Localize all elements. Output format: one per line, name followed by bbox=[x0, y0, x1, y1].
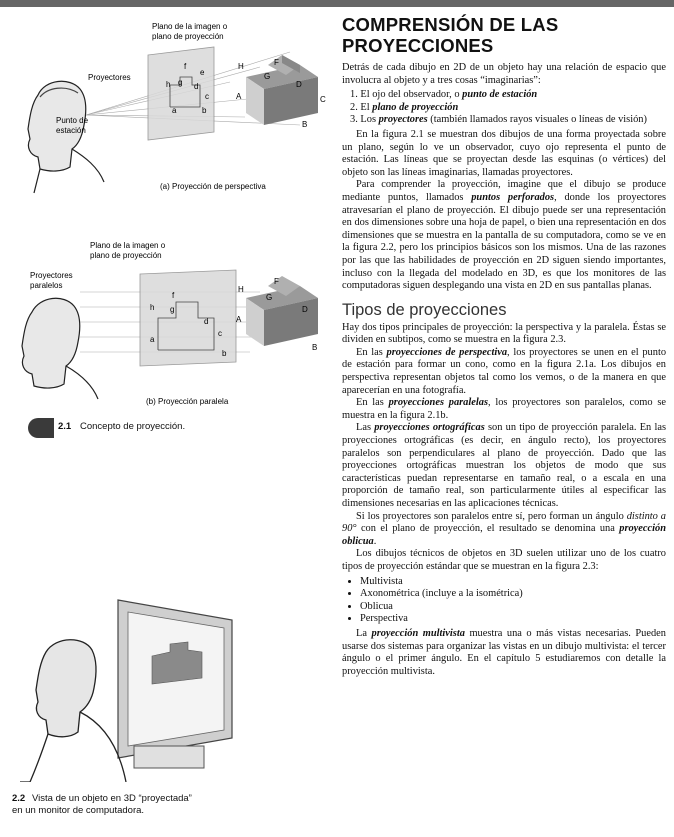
svg-text:f: f bbox=[172, 291, 175, 300]
svg-text:B: B bbox=[312, 343, 318, 352]
svg-text:C: C bbox=[320, 95, 326, 104]
person-icon bbox=[20, 640, 126, 782]
svg-text:b: b bbox=[202, 106, 207, 115]
svg-text:F: F bbox=[274, 58, 279, 67]
svg-text:a: a bbox=[172, 106, 177, 115]
list-item: • Multivista bbox=[360, 576, 666, 589]
svg-text:a: a bbox=[150, 335, 155, 344]
svg-text:B: B bbox=[302, 120, 308, 129]
list-item: • Axonométrica (incluye a la isométrica) bbox=[360, 588, 666, 601]
label-projectors-b-line2: paralelos bbox=[30, 281, 63, 290]
svg-text:D: D bbox=[296, 80, 302, 89]
svg-text:e: e bbox=[200, 68, 205, 77]
svg-text:d: d bbox=[194, 82, 199, 91]
projection-types-list bbox=[342, 576, 666, 626]
label-projectors: Proyectores bbox=[88, 73, 131, 82]
svg-text:g: g bbox=[178, 78, 183, 87]
figure-2-2-caption-line2: en un monitor de computadora. bbox=[12, 805, 145, 816]
paragraph-oblique: Si los proyectores son paralelos entre sí, pero forman un ángulo distinto a 90° con el plano de proyección, el resultado se denomina una proyección oblicua. bbox=[342, 510, 666, 547]
figure-2-1-caption: Concepto de proyección. bbox=[80, 421, 186, 432]
svg-text:h: h bbox=[150, 303, 155, 312]
svg-text:h: h bbox=[166, 80, 171, 89]
svg-text:H: H bbox=[238, 62, 244, 71]
monitor-icon bbox=[118, 600, 232, 768]
list-item: 1. El ojo del observador, o punto de estación bbox=[350, 89, 538, 101]
svg-text:f: f bbox=[184, 62, 187, 71]
figure-column bbox=[0, 7, 330, 837]
figure-2-2-monitor bbox=[0, 592, 330, 782]
svg-text:b: b bbox=[222, 349, 227, 358]
svg-text:D: D bbox=[302, 305, 308, 314]
caption-a: (a) Proyección de perspectiva bbox=[160, 182, 266, 191]
list-item: 2. El plano de proyección bbox=[350, 101, 459, 113]
paragraph-types: Hay dos tipos principales de proyección: la perspectiva y la paralela. Éstas se dividen en subtipos, como se muestra en la figura 2.3. bbox=[342, 321, 666, 346]
paragraph-parallel: En las proyecciones paralelas, los proyectores son paralelos, como se muestra en la figura 2.1b. bbox=[342, 397, 666, 421]
paragraph-standard-types: Los dibujos técnicos de objetos en 3D suelen utilizar uno de los cuatro tipos de proyección estándar que se muestran en la figura 2.3: bbox=[342, 548, 666, 572]
observer-head-icon bbox=[28, 81, 104, 193]
text-column bbox=[342, 14, 666, 678]
figure-2-1-number: 2.1 bbox=[58, 421, 72, 432]
svg-text:c: c bbox=[218, 329, 222, 338]
svg-text:G: G bbox=[266, 293, 273, 302]
svg-text:g: g bbox=[170, 305, 175, 314]
svg-text:d: d bbox=[204, 317, 209, 326]
label-plane-line2: plano de proyección bbox=[152, 32, 224, 41]
svg-text:F: F bbox=[274, 277, 279, 286]
observer-head-icon-b bbox=[22, 298, 98, 399]
paragraph-multiview: La proyección multivista muestra una o más vistas necesarias. Pueden usarse dos sistemas para organizar las vistas en un dibujo multivista: el tercer ángulo o el primer ángulo. En el capítulo 5 estudiaremos con detalle la proyección multivista. bbox=[342, 627, 666, 677]
page-title: COMPRENSIÓN DE LAS PROYECCIONES bbox=[342, 14, 559, 56]
paragraph-orthographic: Las proyecciones ortográficas son un tipo de proyección paralela. En las proyecciones ortográficas (es decir, en ángulo recto), los proyectores paralelos son perpendiculares al plano de proyección. Dado que las proyecciones ortográficas muestran los objetos de modo que sus características puedan representarse en tamaño real, o a escala en una proporción de tamaño real, son particularmente útiles al especificar las dimensiones necesarias en las aplicaciones técnicas. bbox=[342, 422, 667, 509]
svg-text:c: c bbox=[205, 92, 209, 101]
label-station-line1: Punto de bbox=[56, 116, 89, 125]
svg-text:G: G bbox=[264, 72, 271, 81]
figure-2-2-number: 2.2 bbox=[12, 793, 26, 804]
label-plane-line1: Plano de la imagen o bbox=[152, 22, 228, 31]
figure-2-1b-parallel bbox=[0, 232, 330, 412]
section-heading: Tipos de proyecciones bbox=[342, 300, 507, 319]
figure-2-2-caption-line1: Vista de un objeto en 3D “proyectada” bbox=[32, 793, 192, 804]
paragraph-understanding: Para comprender la proyección, imagine que el dibujo se produce mediante puntos, llamados puntos perforados, donde los proyectores atravesarían el plano de proyección. El dibujo puede ser una representación en dos dimensiones sobre una hoja de papel, o bien una representación en dos dimensiones que se muestra en la pantalla de su computadora, como se ve en la figura 2.2, pero los principios básicos son los mismos. Una de las razones por las que las habilidades de proyección en 2D siguen siendo importantes, incluso con la llegada del modelado en 3D, es que los monitores de las computadoras siguen desplegando una vista en 2D en sus pantallas planas. bbox=[342, 179, 666, 292]
svg-text:H: H bbox=[238, 285, 244, 294]
list-item: • Oblicua bbox=[360, 601, 666, 614]
figure-2-1-tag bbox=[28, 418, 54, 438]
list-item: 3. Los proyectores (también llamados rayos visuales o líneas de visión) bbox=[350, 114, 647, 126]
caption-b: (b) Proyección paralela bbox=[146, 397, 229, 406]
label-station-line2: estación bbox=[56, 126, 86, 135]
figure-2-1a-perspective bbox=[0, 7, 330, 197]
block-object-icon bbox=[246, 55, 318, 125]
top-rule bbox=[0, 0, 674, 7]
svg-text:A: A bbox=[236, 315, 242, 324]
label-projectors-b-line1: Proyectores bbox=[30, 271, 73, 280]
label-plane-b-line2: plano de proyección bbox=[90, 251, 162, 260]
paragraph-figure-2-1: En la figura 2.1 se muestran dos dibujos de una forma proyectada sobre un plano, según lo ve un observador, cuyo ojo representa el punto de estación. Las líneas que se proyectan desde las esquinas (o vértices) del objeto son las líneas imaginarias, llamadas proyectores. bbox=[342, 128, 666, 178]
label-plane-b-line1: Plano de la imagen o bbox=[90, 241, 166, 250]
paragraph-perspective: En las proyecciones de perspectiva, los proyectores se unen en el punto de estación para formar un cono, como en la figura 2.1a. Los dibujos en perspectiva representan objetos tal como los vemos, o de la manera en que aparecerían en una fotografía. bbox=[342, 346, 667, 396]
svg-text:A: A bbox=[236, 92, 242, 101]
intro-list bbox=[342, 89, 666, 127]
list-item: • Perspectiva bbox=[360, 613, 666, 626]
intro-paragraph: Detrás de cada dibujo en 2D de un objeto hay una relación de espacio que involucra al objeto y a tres cosas “imaginarias”: bbox=[342, 62, 666, 86]
